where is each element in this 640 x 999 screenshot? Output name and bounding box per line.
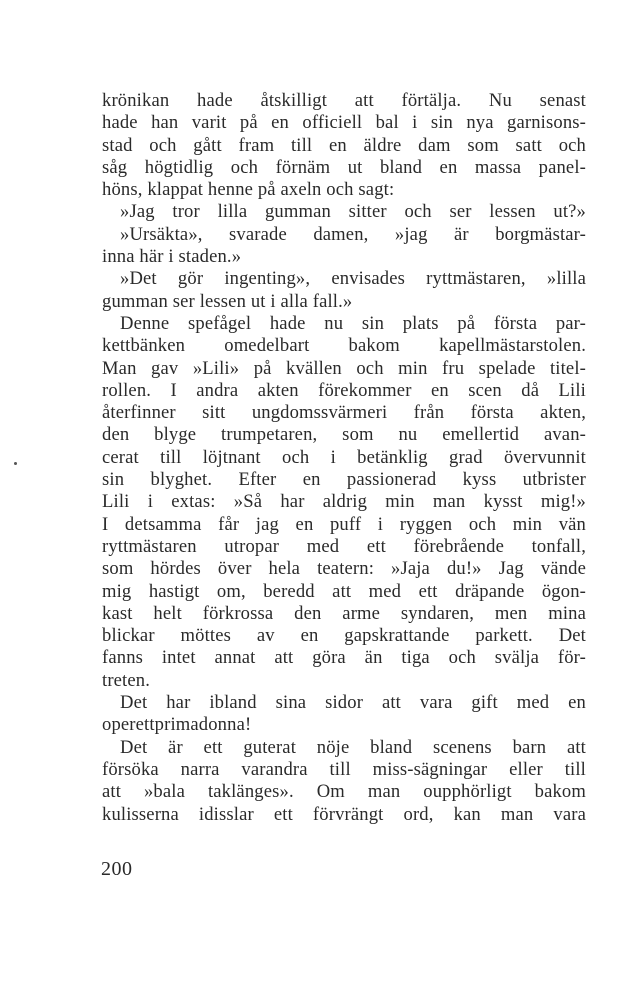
text-line: försöka narra varandra till miss-sägningar eller till: [102, 758, 586, 780]
text-line: blickar möttes av en gapskrattande parkett. Det: [102, 625, 586, 647]
text-line: såg högtidlig och förnäm ut bland en massa panel-: [102, 156, 586, 178]
text-line: inna här i staden.»: [102, 246, 242, 268]
text-line: Det har ibland sina sidor att vara gift med en: [120, 692, 586, 714]
text-line: stad och gått fram till en äldre dam som satt och: [102, 134, 586, 156]
text-line: Det är ett guterat nöje bland scenens barn att: [120, 736, 586, 758]
text-line: fanns intet annat att göra än tiga och svälja för-: [102, 647, 586, 669]
text-line: mig hastigt om, beredd att med ett dräpande ögon-: [102, 580, 586, 602]
text-line: kulisserna idisslar ett förvrängt ord, kan man vara: [102, 803, 586, 825]
body-text: [102, 90, 586, 826]
text-line: höns, klappat henne på axeln och sagt:: [102, 179, 395, 201]
text-line: »Det gör ingenting», envisades ryttmästaren, »lilla: [120, 268, 586, 290]
text-line: treten.: [102, 669, 151, 691]
text-line: »Jag tror lilla gumman sitter och ser lessen ut?»: [120, 201, 586, 223]
text-line: Denne spefågel hade nu sin plats på första par-: [120, 312, 586, 334]
text-line: Lili i extas: »Så har aldrig min man kysst mig!»: [102, 491, 586, 513]
text-line: sin blyghet. Efter en passionerad kyss utbrister: [102, 469, 586, 491]
text-line: operettprimadonna!: [102, 714, 252, 736]
text-line: kast helt förkrossa den arme syndaren, men mina: [102, 602, 586, 624]
stray-ink-mark: [14, 462, 17, 465]
text-line: återfinner sitt ungdomssvärmeri från första akten,: [102, 402, 586, 424]
text-line: cerat till löjtnant och i betänklig grad övervunnit: [102, 446, 586, 468]
page-number: 200: [101, 858, 133, 880]
text-line: I detsamma får jag en puff i ryggen och min vän: [102, 513, 586, 535]
text-line: krönikan hade åtskilligt att förtälja. Nu senast: [102, 90, 586, 111]
text-line: hade han varit på en officiell bal i sin nya garnisons-: [102, 112, 586, 134]
text-line: gumman ser lessen ut i alla fall.»: [102, 290, 353, 312]
text-line: »Ursäkta», svarade damen, »jag är borgmästar-: [120, 223, 586, 245]
text-line: att »bala taklänges». Om man oupphörligt bakom: [102, 781, 586, 803]
text-line: ryttmästaren utropar med ett förebrående tonfall,: [102, 535, 586, 557]
text-line: den blyge trumpetaren, som nu emellertid avan-: [102, 424, 586, 446]
text-line: kettbänken omedelbart bakom kapellmästarstolen.: [102, 335, 586, 357]
text-line: Man gav »Lili» på kvällen och min fru spelade titel-: [102, 357, 586, 379]
text-line: rollen. I andra akten förekommer en scen då Lili: [102, 379, 586, 401]
text-line: som hördes över hela teatern: »Jaja du!» Jag vände: [102, 558, 586, 580]
